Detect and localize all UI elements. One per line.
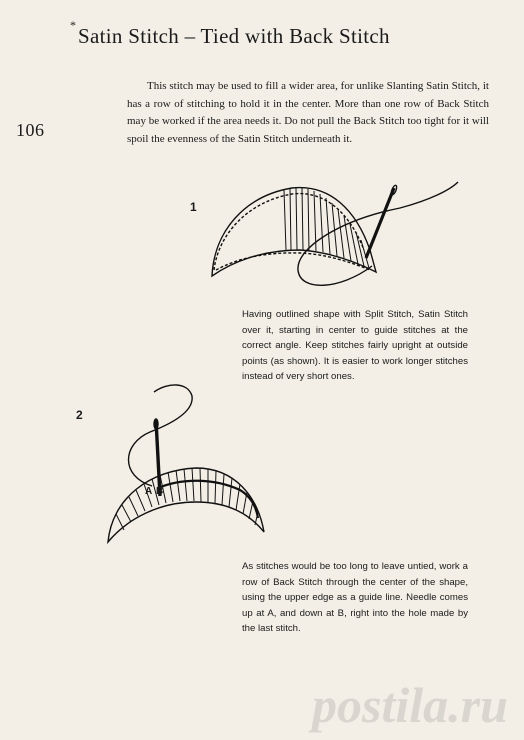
- fig1-needle: [366, 188, 394, 258]
- figure-1-caption: [242, 307, 468, 385]
- intro-text: This stitch may be used to fill a wider area, for unlike Slanting Satin Stitch, it has a row of stitching to hold it in the center. More than one row of Back Stitch may be worked if the area needs it. Do not pull the Back Stitch too tight for it will spoil the evenness of the Satin Stitch underneath it.: [127, 80, 489, 145]
- fig2-shape-outline: [108, 468, 264, 542]
- figure-2-illustration: [108, 385, 264, 542]
- figure-2-caption: [242, 559, 468, 637]
- postila-watermark: [308, 676, 518, 736]
- figure-2-caption-text: As stitches would be too long to leave untied, work a row of Back Stitch through the center of the shape, using the upper edge as a guide line. Needle comes up at A, and down at B, right into the hole made by the last stitch.: [242, 561, 468, 634]
- figure-1-caption-text: Having outlined shape with Split Stitch, Satin Stitch over it, starting in center to guide stitches at the correct angle. Keep stitches fairly upright at outside points (as shown). It is easier to work longer stitches instead of very short ones.: [242, 309, 468, 382]
- figure-1-illustration: [212, 182, 458, 285]
- figure-2-label: 2: [76, 408, 83, 422]
- point-b-label: B: [156, 486, 164, 497]
- point-a-label: A: [145, 486, 153, 497]
- fig2-needle: [156, 420, 160, 496]
- page-number: 106: [16, 120, 45, 140]
- figure-1-label: 1: [190, 200, 197, 214]
- svg-text:postila.ru: postila.ru: [312, 677, 508, 733]
- fig1-satin-stitches: [284, 188, 369, 268]
- page-title: Satin Stitch – Tied with Back Stitch: [78, 24, 390, 48]
- title-asterisk: *: [70, 18, 76, 32]
